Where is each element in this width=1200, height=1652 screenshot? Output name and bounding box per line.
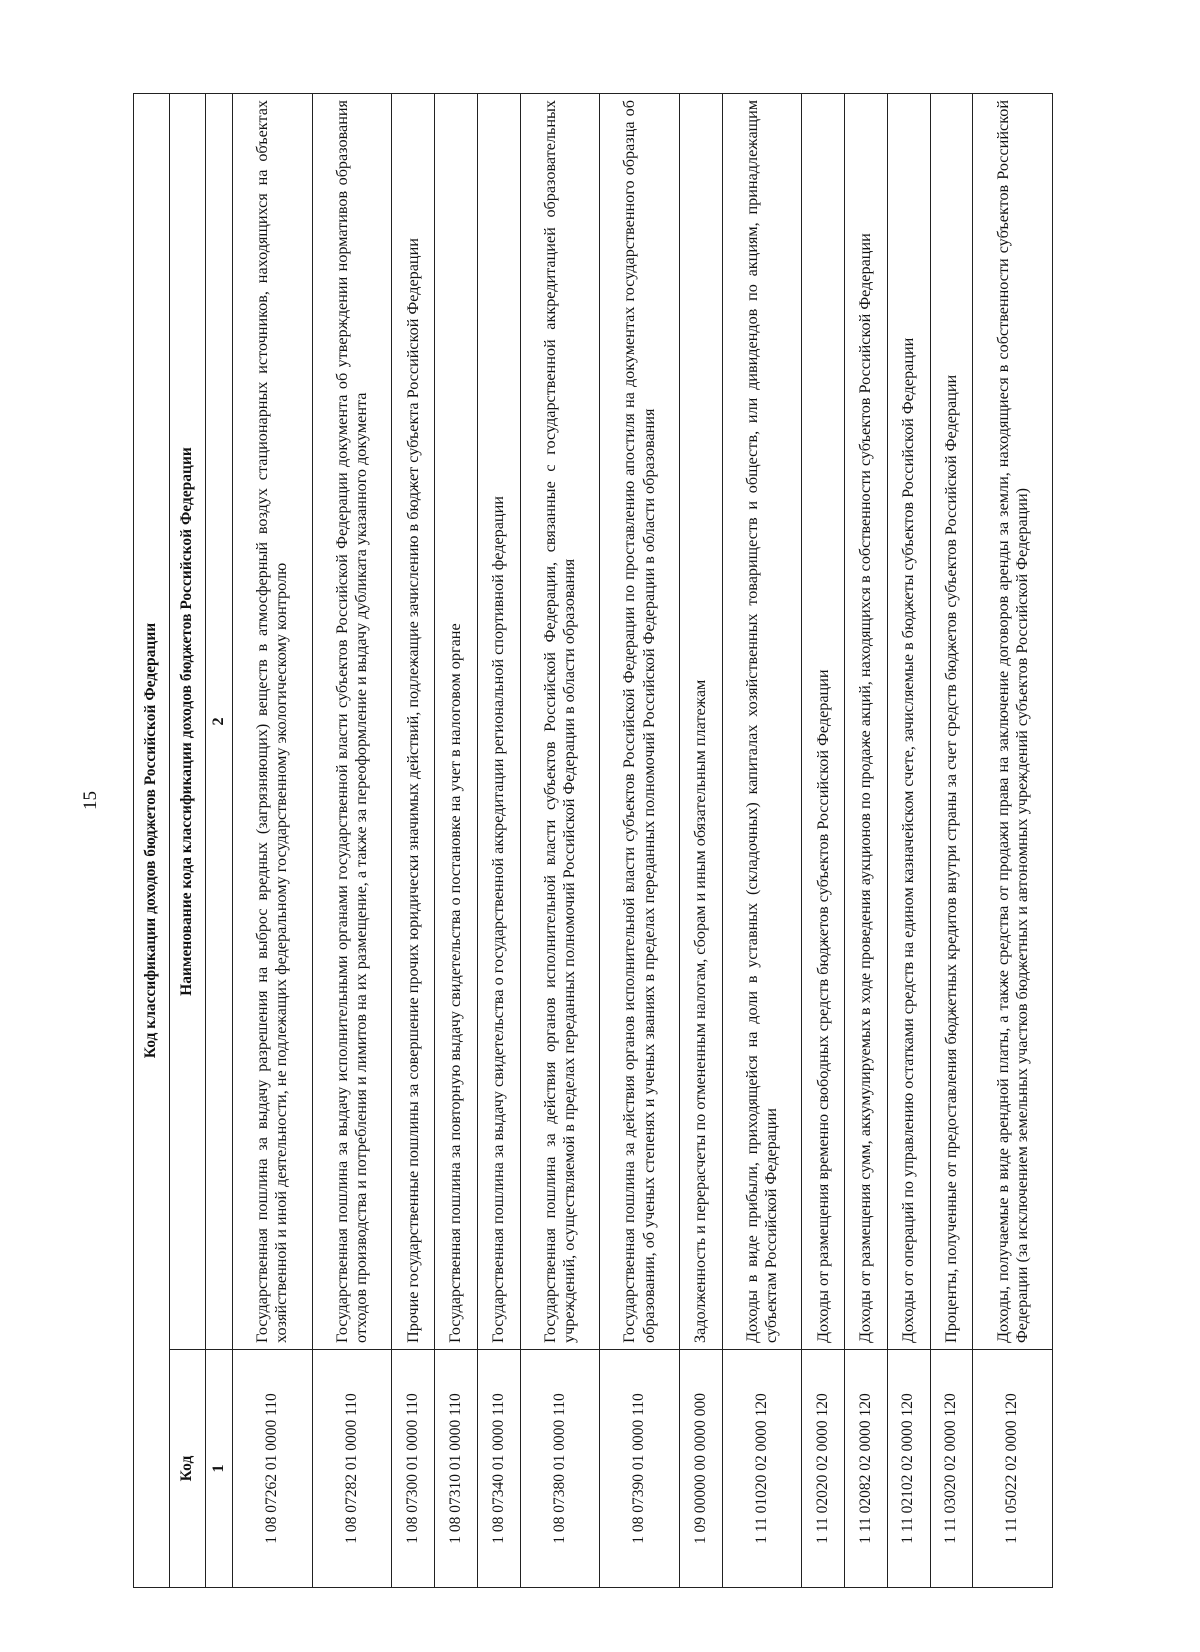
row-name: Доходы от размещения временно свободных средств бюджетов субъектов Российской Федерации bbox=[802, 94, 845, 1350]
table-row bbox=[887, 94, 930, 1588]
row-name: Проценты, полученные от предоставления бюджетных кредитов внутри страны за счет средств бюджетов субъектов Российской Федерации bbox=[930, 94, 973, 1350]
table-row bbox=[392, 94, 435, 1588]
row-name: Государственная пошлина за действия органов исполнительной власти субъектов Российской Федерации по проставлению апостиля на документах государственного образца об образовании, об ученых степенях и ученых званиях в пределах переданных полномочий Российской Федерации в области образования bbox=[600, 94, 680, 1350]
column-number-code: 1 bbox=[206, 1350, 233, 1588]
row-code: 1 11 02020 02 0000 120 bbox=[802, 1350, 845, 1588]
table-row bbox=[679, 94, 722, 1588]
row-name: Доходы в виде прибыли, приходящейся на доли в уставных (складочных) капиталах хозяйственных товариществ и обществ, или дивидендов по акциям, принадлежащим субъектам Российской Федерации bbox=[722, 94, 802, 1350]
row-name: Государственная пошлина за повторную выдачу свидетельства о постановке на учет в налоговом органе bbox=[435, 94, 478, 1350]
table-row bbox=[233, 94, 313, 1588]
row-code: 1 11 05022 02 0000 120 bbox=[973, 1350, 1053, 1588]
page-number: 15 bbox=[80, 791, 101, 810]
table-row bbox=[930, 94, 973, 1588]
column-number-row bbox=[206, 94, 233, 1588]
table-row bbox=[802, 94, 845, 1588]
row-code: 1 08 07300 01 0000 110 bbox=[392, 1350, 435, 1588]
row-code: 1 08 07310 01 0000 110 bbox=[435, 1350, 478, 1588]
row-code: 1 11 03020 02 0000 120 bbox=[930, 1350, 973, 1588]
column-header-code: Код bbox=[170, 1350, 206, 1588]
row-code: 1 08 07282 01 0000 110 bbox=[312, 1350, 392, 1588]
row-name: Доходы, получаемые в виде арендной платы, а также средства от продажи права на заключение договоров аренды за земли, находящиеся в собственности субъектов Российской Федерации (за исключением земельных участков бюджетных и автономных учреждений субъектов Российской Федерации) bbox=[973, 94, 1053, 1350]
table-row bbox=[520, 94, 600, 1588]
column-header-name: Наименование кода классификации доходов бюджетов Российской Федерации bbox=[170, 94, 206, 1350]
row-name: Государственная пошлина за выдачу свидетельства о государственной аккредитации региональной спортивной федерации bbox=[477, 94, 520, 1350]
row-code: 1 09 00000 00 0000 000 bbox=[679, 1350, 722, 1588]
row-code: 1 11 01020 02 0000 120 bbox=[722, 1350, 802, 1588]
table-column-header-row bbox=[170, 94, 206, 1588]
table-row bbox=[600, 94, 680, 1588]
row-name: Государственная пошлина за выдачу разрешения на выброс вредных (загрязняющих) веществ в атмосферный воздух стационарных источников, находящихся на объектах хозяйственной и иной деятельности, не подлежащих федеральному государственному экологическому контролю bbox=[233, 94, 313, 1350]
row-code: 1 11 02102 02 0000 120 bbox=[887, 1350, 930, 1588]
table-row bbox=[722, 94, 802, 1588]
table-group-header-row bbox=[134, 94, 170, 1588]
row-name: Государственная пошлина за выдачу исполнительными органами государственной власти субъектов Российской Федерации документа об утверждении нормативов образования отходов производства и потребления и лимитов на их размещение, а также за переоформление и выдачу дубликата указанного документа bbox=[312, 94, 392, 1350]
table-row bbox=[435, 94, 478, 1588]
table-row bbox=[973, 94, 1053, 1588]
row-name: Задолженность и перерасчеты по отмененным налогам, сборам и иным обязательным платежам bbox=[679, 94, 722, 1350]
table-row bbox=[477, 94, 520, 1588]
row-name: Государственная пошлина за действия органов исполнительной власти субъектов Российской Федерации, связанные с государственной аккредитацией образовательных учреждений, осуществляемой в пределах переданных полномочий Российской Федерации в области образования bbox=[520, 94, 600, 1350]
row-code: 1 08 07340 01 0000 110 bbox=[477, 1350, 520, 1588]
revenue-classification-table bbox=[133, 93, 1053, 1588]
row-name: Прочие государственные пошлины за совершение прочих юридически значимых действий, подлежащие зачислению в бюджет субъекта Российской Федерации bbox=[392, 94, 435, 1350]
row-code: 1 08 07380 01 0000 110 bbox=[520, 1350, 600, 1588]
row-code: 1 08 07262 01 0000 110 bbox=[233, 1350, 313, 1588]
table-row bbox=[312, 94, 392, 1588]
row-code: 1 11 02082 02 0000 120 bbox=[845, 1350, 888, 1588]
row-name: Доходы от операций по управлению остатками средств на едином казначейском счете, зачисляемые в бюджеты субъектов Российской Федерации bbox=[887, 94, 930, 1350]
row-name: Доходы от размещения сумм, аккумулируемых в ходе проведения аукционов по продаже акций, находящихся в собственности субъектов Российской Федерации bbox=[845, 94, 888, 1350]
column-number-name: 2 bbox=[206, 94, 233, 1350]
table-group-header: Код классификации доходов бюджетов Российской Федерации bbox=[134, 94, 170, 1588]
row-code: 1 08 07390 01 0000 110 bbox=[600, 1350, 680, 1588]
rotated-page-content bbox=[133, 93, 1053, 1588]
table-row bbox=[845, 94, 888, 1588]
